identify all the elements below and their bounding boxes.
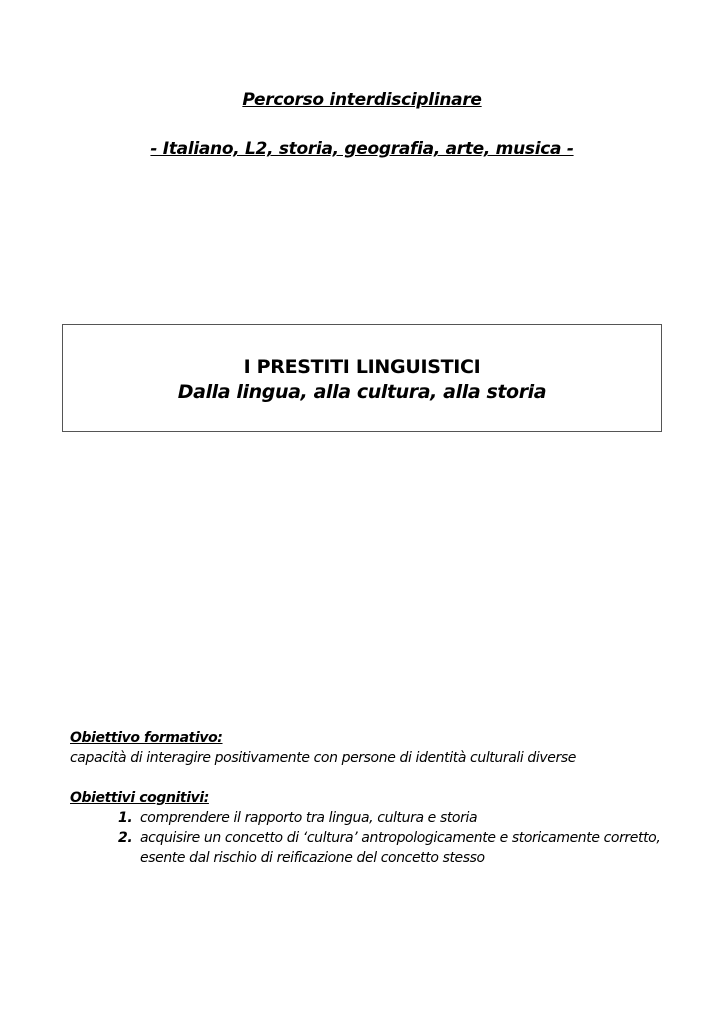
cognitive-objectives-label: Obiettivi cognitivi: [70,790,209,806]
formative-objective-label: Obiettivo formativo: [70,730,223,746]
title-box [62,324,662,432]
formative-objective-text: capacità di interagire positivamente con persone di identità culturali diverse [70,750,576,766]
list-item-number: 1. [118,810,133,826]
list-item [70,828,690,868]
objectives-section [70,728,690,868]
document-subtitle: Dalla lingua, alla cultura, alla storia [177,381,547,403]
list-item-number: 2. [118,830,133,846]
list-item-text: acquisire un concetto di ‘cultura’ antropologicamente e storicamente corretto, esente dal rischio di reificazione del concetto stesso [140,830,661,866]
list-item [70,808,690,828]
course-heading: Percorso interdisciplinare [242,90,482,110]
list-item-text: comprendere il rapporto tra lingua, cultura e storia [140,810,478,826]
cognitive-objectives-list [70,808,690,868]
document-title: I PRESTITI LINGUISTICI [243,356,481,378]
subjects-heading: - Italiano, L2, storia, geografia, arte, musica - [150,139,574,159]
